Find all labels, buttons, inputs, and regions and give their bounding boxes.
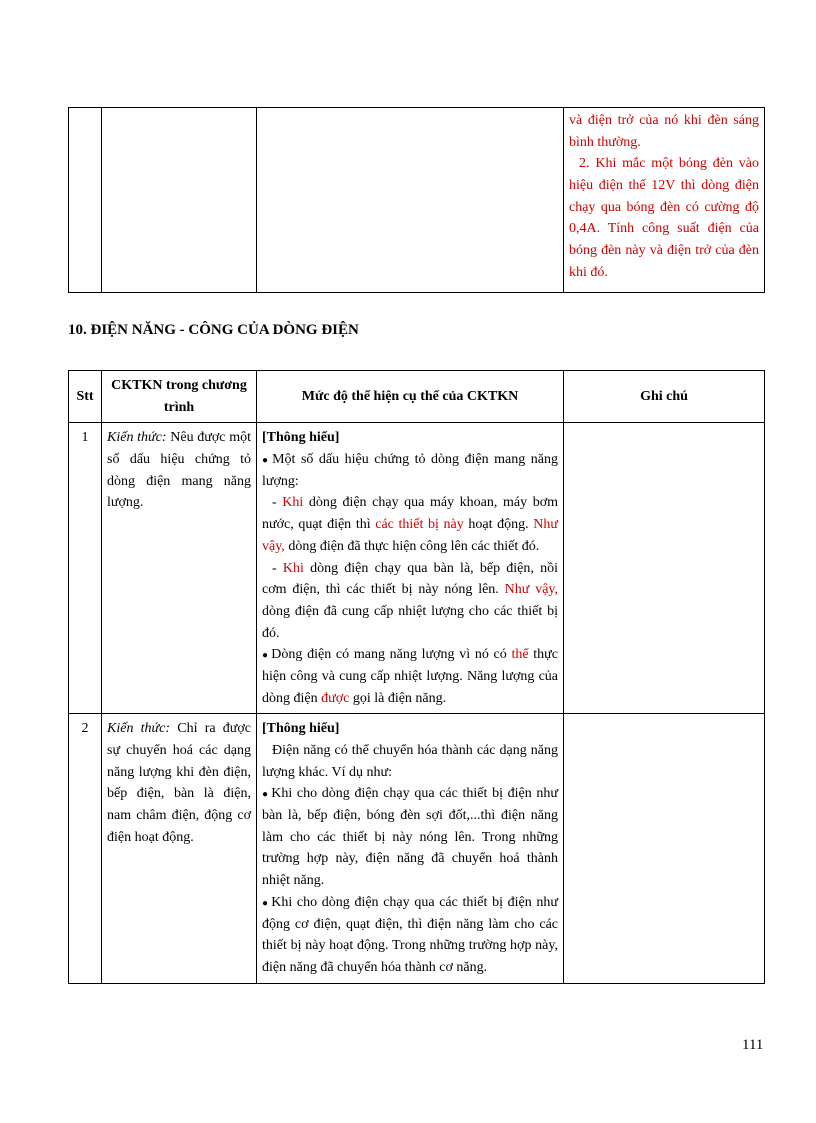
note-line-2: 2. Khi mắc một bóng đèn vào hiệu điện thế 12V thì dòng điện chạy qua bóng đèn có cường độ 0,4A. Tính công suất điện của bóng đèn này và điện trở của đèn khi đó. — [569, 156, 759, 280]
ck-cell — [102, 714, 257, 983]
ck-cell — [102, 423, 257, 714]
bullet-1: ● Khi cho dòng điện chạy qua các thiết bị điện như bàn là, bếp điện, bóng đèn sợi đốt,...thì điện năng làm cho các thiết bị này nóng lên. Trong những trường hợp này, điện năng đã chuyển hoá thành nhiệt năng. — [262, 783, 558, 891]
level-cell — [257, 714, 564, 983]
bullet-2: ● Khi cho dòng điện chạy qua các thiết bị điện như động cơ điện, quạt điện, thì điện năng làm cho các thiết bị này hoạt động. Trong những trường hợp này, điện năng đã chuyển hóa thành cơ năng. — [262, 892, 558, 979]
table-header-row — [69, 371, 765, 423]
header-level: Mức độ thể hiện cụ thể của CKTKN — [257, 371, 564, 423]
stt-cell: 2 — [69, 714, 102, 983]
stt-cell: 1 — [69, 423, 102, 714]
paragraph-2: - Khi dòng điện chạy qua bàn là, bếp điện, nồi cơm điện, thì các thiết bị này nóng lên. Như vậy, dòng điện đã cung cấp nhiệt lượng cho các thiết bị đó. — [262, 560, 558, 641]
section-title: 10. ĐIỆN NĂNG - CÔNG CỦA DÒNG ĐIỆN — [68, 322, 359, 338]
ckktn-table — [68, 370, 765, 984]
continued-table — [68, 107, 765, 293]
bullet-2: ● Dòng điện có mang năng lượng vì nó có thể thực hiện công và cung cấp nhiệt lượng. Năng lượng của dòng điện được gọi là điện năng. — [262, 644, 558, 709]
ck-label: Kiến thức: — [107, 721, 171, 737]
level-label: [Thông hiểu] — [262, 721, 340, 737]
note-cell — [564, 423, 765, 714]
ck-label: Kiến thức: — [107, 430, 167, 446]
ck-text: Nêu được một số dấu hiệu chứng tỏ dòng điện mang năng lượng. — [107, 430, 252, 511]
intro-paragraph: Điện năng có thể chuyển hóa thành các dạng năng lượng khác. Ví dụ như: — [262, 743, 558, 780]
note-cell — [564, 108, 765, 293]
table-row — [69, 108, 765, 293]
page-number: 111 — [742, 1037, 764, 1053]
level-cell — [257, 423, 564, 714]
ck-cell — [102, 108, 257, 293]
stt-cell — [69, 108, 102, 293]
bullet-1: ● Một số dấu hiệu chứng tỏ dòng điện mang năng lượng: — [262, 449, 558, 492]
header-stt: Stt — [69, 371, 102, 423]
paragraph-1: - Khi dòng điện chạy qua máy khoan, máy bơm nước, quạt điện thì các thiết bị này hoạt động. Như vậy, dòng điện đã thực hiện công lên các thiết đó. — [262, 495, 558, 554]
note-cell — [564, 714, 765, 983]
ck-text: Chỉ ra được sự chuyển hoá các dạng năng lượng khi đèn điện, bếp điện, bàn là điện, nam châm điện, động cơ điện hoạt động. — [107, 721, 252, 845]
header-ckktn: CKTKN trong chương trình — [102, 371, 257, 423]
header-note: Ghi chú — [564, 371, 765, 423]
level-cell — [257, 108, 564, 293]
level-label: [Thông hiểu] — [262, 430, 340, 446]
note-line-1: và điện trở của nó khi đèn sáng bình thường. — [569, 113, 759, 150]
table-row — [69, 423, 765, 714]
table-row — [69, 714, 765, 983]
